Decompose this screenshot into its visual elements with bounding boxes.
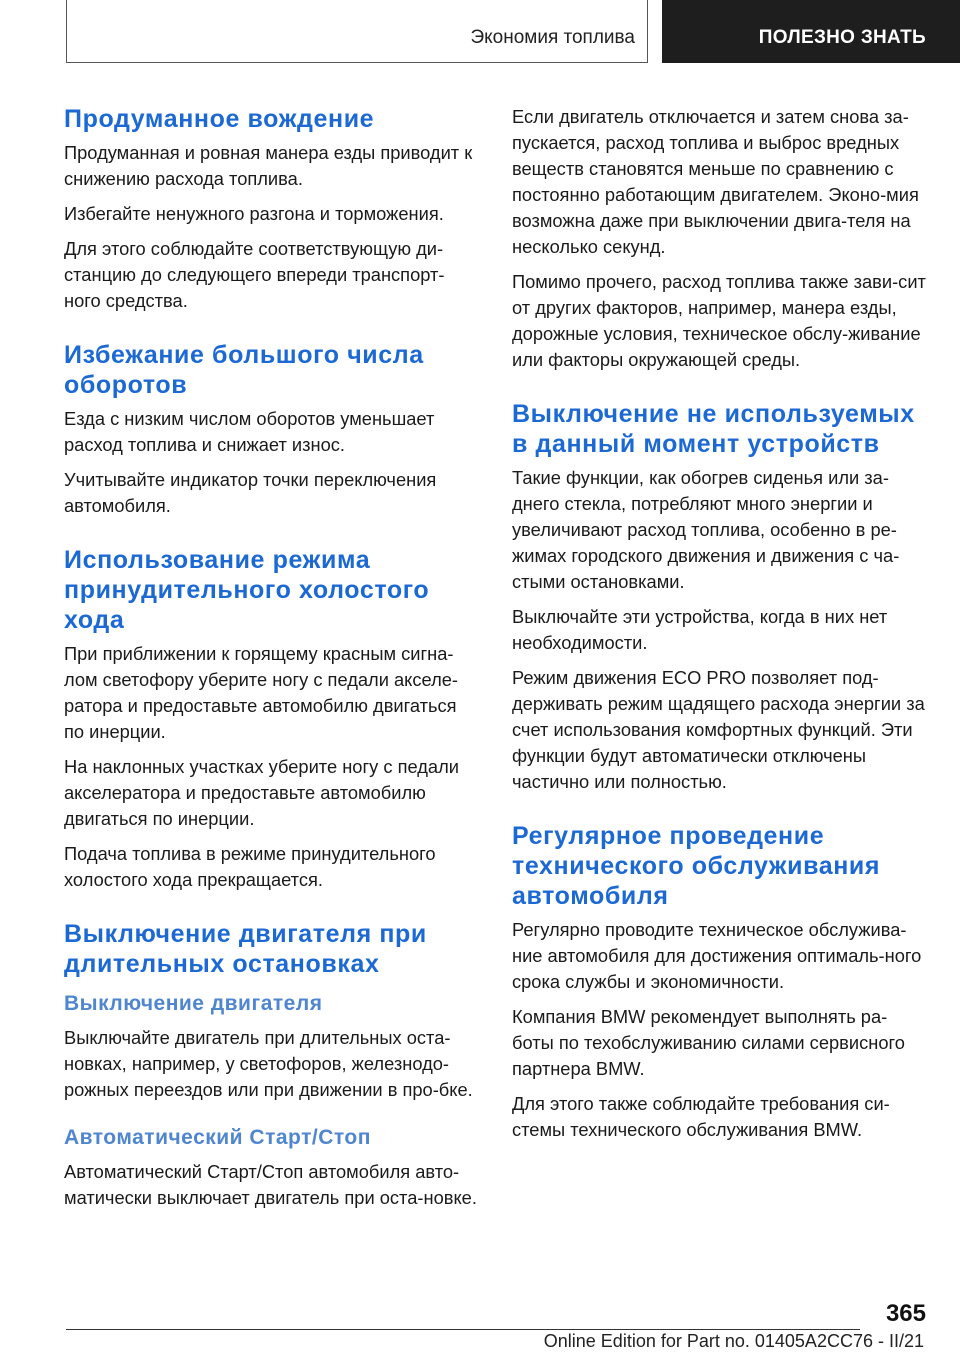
heading-coasting-mode: Использование режима принудительного холостого хода [64,546,430,634]
heading-smart-driving: Продуманное вождение [64,105,375,133]
paragraph: Такие функции, как обогрев сиденья или за-днего стекла, потребляют много энергии и увеличивают расход топлива, особенно в ре-жимах городского движения и движения с ча-стыми остановками. [512,467,900,592]
paragraph: Езда с низким числом оборотов уменьшает расход топлива и снижает износ. [64,408,435,455]
paragraph: Регулярно проводите техническое обслужива-ние автомобиля для достижения оптималь-ного срока службы и экономичности. [512,919,922,992]
paragraph: Режим движения ECO PRO позволяет под-держивать режим щадящего расхода энергии за счет использования комфортных функций. Эти функции будут автоматически отключены частично или полностью. [512,667,925,792]
paragraph: Подача топлива в режиме принудительного холостого хода прекращается. [64,843,436,890]
chapter-tab-label: ПОЛЕЗНО ЗНАТЬ [758,27,926,48]
paragraph: При приближении к горящему красным сигна-лом светофору уберите ногу с педали акселе-ратора и предоставьте автомобилю двигаться по инерции. [64,643,459,742]
heading-avoid-high-rpm: Избежание большого числа оборотов [64,341,424,399]
heading-regular-maintenance: Регулярное проведение технического обслуживания автомобиля [512,822,881,910]
chapter-tab[interactable] [662,0,960,63]
subheading-auto-start-stop: Автоматический Старт/Стоп [64,1126,371,1149]
paragraph: Продуманная и ровная манера езды приводит к снижению расхода топлива. [64,142,473,189]
paragraph: Учитывайте индикатор точки переключения автомобиля. [64,469,437,516]
header-frame [66,0,648,63]
paragraph: Избегайте ненужного разгона и торможения. [64,203,444,224]
paragraph: Выключайте двигатель при длительных оста-новках, например, у светофоров, железнодо-рожных переездов или при движении в про-бке. [64,1027,473,1100]
paragraph: Компания BMW рекомендует выполнять ра-боты по техобслуживанию силами сервисного партнера BMW. [512,1006,905,1079]
section-label: Экономия топлива [470,27,635,48]
paragraph: Выключайте эти устройства, когда в них нет необходимости. [512,606,888,653]
edition-footer: Online Edition for Part no. 01405A2CC76 - II/21 [543,1331,924,1351]
left-column [64,104,478,1220]
subheading-engine-off: Выключение двигателя [64,992,323,1015]
heading-engine-off-long-stops: Выключение двигателя при длительных остановках [64,920,427,978]
paragraph: Для этого соблюдайте соответствующую ди-станцию до следующего впереди транспорт-ного средства. [64,238,445,311]
footer-divider [66,1329,860,1330]
heading-unused-devices-off: Выключение не используемых в данный момент устройств [512,400,915,458]
paragraph: Автоматический Старт/Стоп автомобиля авто-матически выключает двигатель при оста-новке. [64,1161,477,1208]
page-number: 365 [885,1300,926,1327]
paragraph: Для этого также соблюдайте требования си-стемы технического обслуживания BMW. [512,1093,890,1140]
paragraph: Если двигатель отключается и затем снова за-пускается, расход топлива и выброс вредных веществ становятся меньше по сравнению с постоянно работающим двигателем. Эконо-мия возможна даже при выключении двига-теля на несколько секунд. [512,106,919,257]
paragraph: На наклонных участках уберите ногу с педали акселератора и предоставьте автомобилю двигаться по инерции. [64,756,459,829]
paragraph: Помимо прочего, расход топлива также зави-сит от других факторов, например, манера езды, дорожные условия, техническое обслу-живание или факторы окружающей среды. [512,271,926,370]
right-column [512,104,928,1152]
